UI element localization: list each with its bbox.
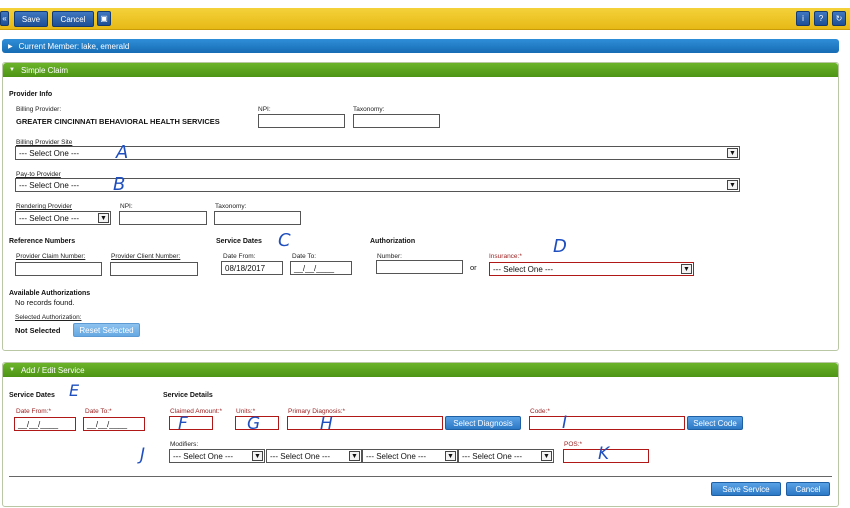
select-diagnosis-button[interactable]: Select Diagnosis bbox=[445, 416, 521, 430]
refresh-icon[interactable]: ↻ bbox=[832, 11, 846, 26]
auth-number-label: Number: bbox=[377, 253, 402, 260]
provider-info-heading: Provider Info bbox=[9, 91, 53, 98]
service-dates-heading-2: Service Dates bbox=[9, 392, 55, 399]
billing-site-label: Billing Provider Site bbox=[16, 139, 73, 146]
annotation-h: H bbox=[320, 414, 333, 434]
claim-number-field[interactable] bbox=[15, 262, 102, 276]
selected-auth-value: Not Selected bbox=[15, 326, 61, 335]
code-label: Code:* bbox=[530, 408, 550, 415]
divider bbox=[9, 476, 832, 477]
chevron-down-icon: ▼ bbox=[349, 451, 360, 461]
code-field[interactable] bbox=[529, 416, 685, 430]
service-dates-heading: Service Dates bbox=[216, 238, 262, 245]
date-to-field[interactable]: __/__/____ bbox=[290, 261, 352, 275]
svc-date-to-field[interactable]: __/__/____ bbox=[83, 417, 145, 431]
insurance-label: Insurance:* bbox=[489, 253, 522, 260]
add-edit-service-title: Add / Edit Service bbox=[20, 365, 85, 375]
modifiers-label: Modifiers: bbox=[170, 441, 199, 448]
help-icon[interactable]: ? bbox=[814, 11, 828, 26]
annotation-g: G bbox=[247, 414, 261, 434]
billing-provider-value: GREATER CINCINNATI BEHAVIORAL HEALTH SERVICES bbox=[16, 117, 220, 126]
select-code-button[interactable]: Select Code bbox=[687, 416, 743, 430]
claimed-amount-label: Claimed Amount:* bbox=[170, 408, 223, 415]
client-number-label: Provider Client Number: bbox=[111, 253, 181, 260]
annotation-b: B bbox=[113, 174, 126, 195]
claimed-amount-field[interactable] bbox=[169, 416, 213, 430]
annotation-k: K bbox=[598, 444, 610, 464]
annotation-c: C bbox=[278, 230, 291, 251]
modifier-value-3: --- Select One --- bbox=[366, 451, 427, 461]
rendering-provider-value: --- Select One --- bbox=[19, 213, 80, 223]
save-service-button[interactable]: Save Service bbox=[711, 482, 781, 496]
npi-field[interactable] bbox=[258, 114, 345, 128]
available-auth-heading: Available Authorizations bbox=[9, 290, 91, 297]
date-from-field[interactable]: 08/18/2017 bbox=[221, 261, 283, 275]
annotation-f: F bbox=[178, 414, 188, 434]
rendering-provider-label: Rendering Provider bbox=[16, 203, 73, 210]
annotation-d: D bbox=[553, 236, 567, 257]
simple-claim-title: Simple Claim bbox=[20, 65, 69, 75]
modifier-value-2: --- Select One --- bbox=[270, 451, 331, 461]
pay-to-label: Pay-to Provider bbox=[16, 171, 61, 178]
add-edit-service-header[interactable] bbox=[3, 363, 838, 377]
insurance-value: --- Select One --- bbox=[493, 264, 554, 274]
top-toolbar bbox=[0, 8, 850, 30]
arrow-icon[interactable]: « bbox=[0, 11, 9, 26]
annotation-e: E bbox=[69, 381, 80, 400]
chevron-down-icon: ▼ bbox=[727, 148, 738, 158]
service-cancel-button[interactable]: Cancel bbox=[786, 482, 830, 496]
authorization-heading: Authorization bbox=[370, 238, 416, 245]
pay-to-value: --- Select One --- bbox=[19, 180, 80, 190]
taxonomy-field[interactable] bbox=[353, 114, 440, 128]
insurance-select[interactable] bbox=[489, 262, 694, 276]
chevron-down-icon: ▼ bbox=[445, 451, 456, 461]
or-label: or bbox=[470, 263, 477, 272]
reset-selected-button[interactable]: Reset Selected bbox=[73, 323, 140, 337]
reference-numbers-heading: Reference Numbers bbox=[9, 238, 76, 245]
modifier-select-2[interactable] bbox=[266, 449, 362, 463]
no-records-text: No records found. bbox=[15, 298, 75, 307]
annotation-a: A bbox=[116, 142, 129, 163]
simple-claim-header[interactable] bbox=[3, 63, 838, 77]
cancel-button[interactable]: Cancel bbox=[52, 11, 94, 27]
rendering-taxonomy-field[interactable] bbox=[214, 211, 301, 225]
taxonomy-label: Taxonomy: bbox=[353, 106, 385, 113]
rendering-taxonomy-label: Taxonomy: bbox=[215, 203, 247, 210]
units-label: Units:* bbox=[236, 408, 256, 415]
modifier-value-1: --- Select One --- bbox=[173, 451, 234, 461]
modifier-select-1[interactable] bbox=[169, 449, 265, 463]
chevron-down-icon: ▼ bbox=[252, 451, 263, 461]
annotation-i: I bbox=[562, 413, 568, 433]
save-button[interactable]: Save bbox=[14, 11, 48, 27]
chevron-down-icon: ▼ bbox=[727, 180, 738, 190]
annotation-j: J bbox=[140, 445, 146, 465]
primary-diagnosis-field[interactable] bbox=[287, 416, 443, 430]
svc-date-from-label: Date From:* bbox=[16, 408, 52, 415]
claim-number-label: Provider Claim Number: bbox=[16, 253, 86, 260]
svc-date-from-field[interactable]: __/__/____ bbox=[14, 417, 76, 431]
info-icon[interactable]: i bbox=[796, 11, 810, 26]
rendering-npi-label: NPI: bbox=[120, 203, 133, 210]
modifier-select-3[interactable] bbox=[362, 449, 458, 463]
caret-right-icon: ▶ bbox=[8, 43, 13, 50]
primary-diagnosis-label: Primary Diagnosis:* bbox=[288, 408, 346, 415]
app-icon[interactable]: ▣ bbox=[97, 11, 111, 26]
date-from-label: Date From: bbox=[223, 253, 256, 260]
billing-provider-label: Billing Provider: bbox=[16, 106, 62, 113]
modifier-select-4[interactable] bbox=[458, 449, 554, 463]
caret-down-icon: ▼ bbox=[9, 367, 15, 373]
auth-number-field[interactable] bbox=[376, 260, 463, 274]
svc-date-to-label: Date To:* bbox=[85, 408, 112, 415]
npi-label: NPI: bbox=[258, 106, 271, 113]
chevron-down-icon: ▼ bbox=[541, 451, 552, 461]
modifier-value-4: --- Select One --- bbox=[462, 451, 523, 461]
selected-auth-label: Selected Authorization: bbox=[15, 314, 82, 321]
date-to-label: Date To: bbox=[292, 253, 317, 260]
chevron-down-icon: ▼ bbox=[681, 264, 692, 274]
pos-label: POS:* bbox=[564, 441, 583, 448]
service-details-heading: Service Details bbox=[163, 392, 213, 399]
billing-site-value: --- Select One --- bbox=[19, 148, 80, 158]
client-number-field[interactable] bbox=[110, 262, 198, 276]
rendering-npi-field[interactable] bbox=[119, 211, 207, 225]
rendering-provider-select[interactable] bbox=[15, 211, 111, 225]
chevron-down-icon: ▼ bbox=[98, 213, 109, 223]
caret-down-icon: ▼ bbox=[9, 67, 15, 73]
current-member-label: Current Member: lake, emerald bbox=[18, 41, 130, 51]
current-member-bar[interactable] bbox=[2, 39, 839, 53]
